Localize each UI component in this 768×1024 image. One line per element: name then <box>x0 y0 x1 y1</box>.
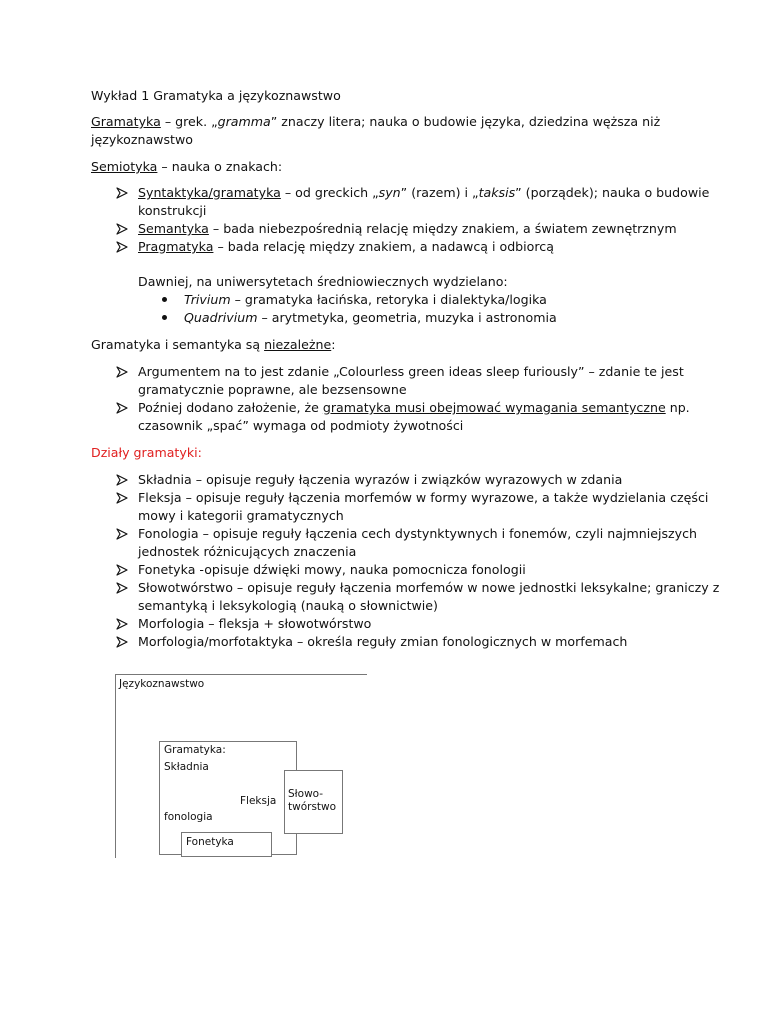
semiotics-definition <box>91 158 282 176</box>
arrow-bullet-icon <box>115 186 129 200</box>
syn-word: syn <box>378 185 401 200</box>
arrow-bullet-icon <box>115 563 129 577</box>
divisions-heading: Działy gramatyki: <box>91 445 202 460</box>
arrow-bullet-icon <box>115 527 129 541</box>
arrow-bullet-icon <box>115 617 129 631</box>
phonetics-label: Fonetyka <box>186 836 234 848</box>
independence-statement <box>91 336 335 354</box>
document-title: Wykład 1 Gramatyka a językoznawstwo <box>91 88 341 103</box>
semiotics-def-text: – nauka o znakach: <box>157 159 283 174</box>
pragmatics-item <box>138 238 554 256</box>
syntactics-term: Syntaktyka/gramatyka <box>138 185 281 200</box>
syntactics-text-c: ” (porządek); nauka o budowie <box>515 185 710 200</box>
taksis-word: taksis <box>478 185 516 200</box>
quadrivium-text: – arytmetyka, geometria, muzyka i astronomia <box>257 310 557 325</box>
syntactics-text-b: ” (razem) i „ <box>400 185 479 200</box>
medieval-intro: Dawniej, na uniwersytetach średniowiecznych wydzielano: <box>138 274 508 289</box>
syntactics-item-line1 <box>138 184 709 202</box>
division-item-line: mowy i kategorii gramatycznych <box>138 508 344 523</box>
division-item-line: Fonologia – opisuje reguły łączenia cech dystynktywnych i fonemów, czyli najmniejszych <box>138 526 697 541</box>
bullet-dot-icon <box>162 297 167 302</box>
grammar-term: Gramatyka <box>91 114 161 129</box>
inflection-label: Fleksja <box>240 795 277 807</box>
semantics-item <box>138 220 677 238</box>
quadrivium-term: Quadrivium <box>184 310 258 325</box>
linguistics-label: Językoznawstwo <box>119 678 205 690</box>
gramma-word: gramma <box>217 114 271 129</box>
division-item-line: Składnia – opisuje reguły łączenia wyrazów i związków wyrazowych w zdania <box>138 472 623 487</box>
grammar-def-text-a: – grek. „ <box>160 114 218 129</box>
grammar-label: Gramatyka: <box>164 744 226 756</box>
arrow-bullet-icon <box>115 401 129 415</box>
division-item-line: semantyką i leksykologią (nauką o słownictwie) <box>138 598 438 613</box>
syntax-label: Składnia <box>164 761 209 773</box>
syntactics-text-a: – od greckich „ <box>280 185 379 200</box>
division-item-line: Słowotwórstwo – opisuje reguły łączenia morfemów w nowe jednostki leksykalne; graniczy z <box>138 580 720 595</box>
arrow-bullet-icon <box>115 635 129 649</box>
word-formation-label-2: twórstwo <box>288 801 337 813</box>
argument-item-line2: gramatycznie poprawne, ale bezsensowne <box>138 382 407 397</box>
grammar-definition-line1 <box>91 113 660 131</box>
semantics-text: – bada niebezpośrednią relację między znakiem, a światem zewnętrznym <box>208 221 677 236</box>
syntactics-item-line2: konstrukcji <box>138 203 207 218</box>
pragmatics-text: – bada relację między znakiem, a nadawcą i odbiorcą <box>213 239 554 254</box>
division-item-line: Fleksja – opisuje reguły łączenia morfemów w formy wyrazowe, a także wydzielania części <box>138 490 709 505</box>
trivium-text: – gramatyka łacińska, retoryka i dialektyka/logika <box>230 292 547 307</box>
grammar-definition-line2: językoznawstwo <box>91 132 193 147</box>
independence-text-b: : <box>331 337 336 352</box>
arrow-bullet-icon <box>115 491 129 505</box>
assumption-text-a: Poźniej dodano założenie, że <box>138 400 323 415</box>
arrow-bullet-icon <box>115 473 129 487</box>
assumption-item-line2: czasownik „spać” wymaga od podmioty żywotności <box>138 418 464 433</box>
arrow-bullet-icon <box>115 365 129 379</box>
assumption-underlined: gramatyka musi obejmować wymagania semantyczne <box>322 400 666 415</box>
division-item-line: Morfologia – fleksja + słowotwórstwo <box>138 616 372 631</box>
division-item-line: Morfologia/morfotaktyka – określa reguły zmian fonologicznych w morfemach <box>138 634 628 649</box>
arrow-bullet-icon <box>115 222 129 236</box>
trivium-item <box>184 291 547 309</box>
quadrivium-item <box>184 309 557 327</box>
division-item-line: jednostek różnicujących znaczenia <box>138 544 357 559</box>
independence-text-a: Gramatyka i semantyka są <box>91 337 265 352</box>
assumption-item-line1 <box>138 399 690 417</box>
argument-item-line1: Argumentem na to jest zdanie „Colourless green ideas sleep furiously” – zdanie te jest <box>138 364 684 379</box>
independent-term: niezależne <box>264 337 332 352</box>
linguistics-diagram <box>115 674 367 858</box>
grammar-def-text-b: ” znaczy litera; nauka o budowie języka, dziedzina węższa niż <box>270 114 661 129</box>
word-formation-label-1: Słowo- <box>288 788 324 800</box>
division-item-line: Fonetyka -opisuje dźwięki mowy, nauka pomocnicza fonologii <box>138 562 526 577</box>
assumption-text-b: np. <box>665 400 690 415</box>
trivium-term: Trivium <box>184 292 231 307</box>
pragmatics-term: Pragmatyka <box>138 239 214 254</box>
bullet-dot-icon <box>162 315 167 320</box>
arrow-bullet-icon <box>115 240 129 254</box>
phonology-label: fonologia <box>164 811 213 823</box>
semiotics-term: Semiotyka <box>91 159 158 174</box>
semantics-term: Semantyka <box>138 221 209 236</box>
arrow-bullet-icon <box>115 581 129 595</box>
